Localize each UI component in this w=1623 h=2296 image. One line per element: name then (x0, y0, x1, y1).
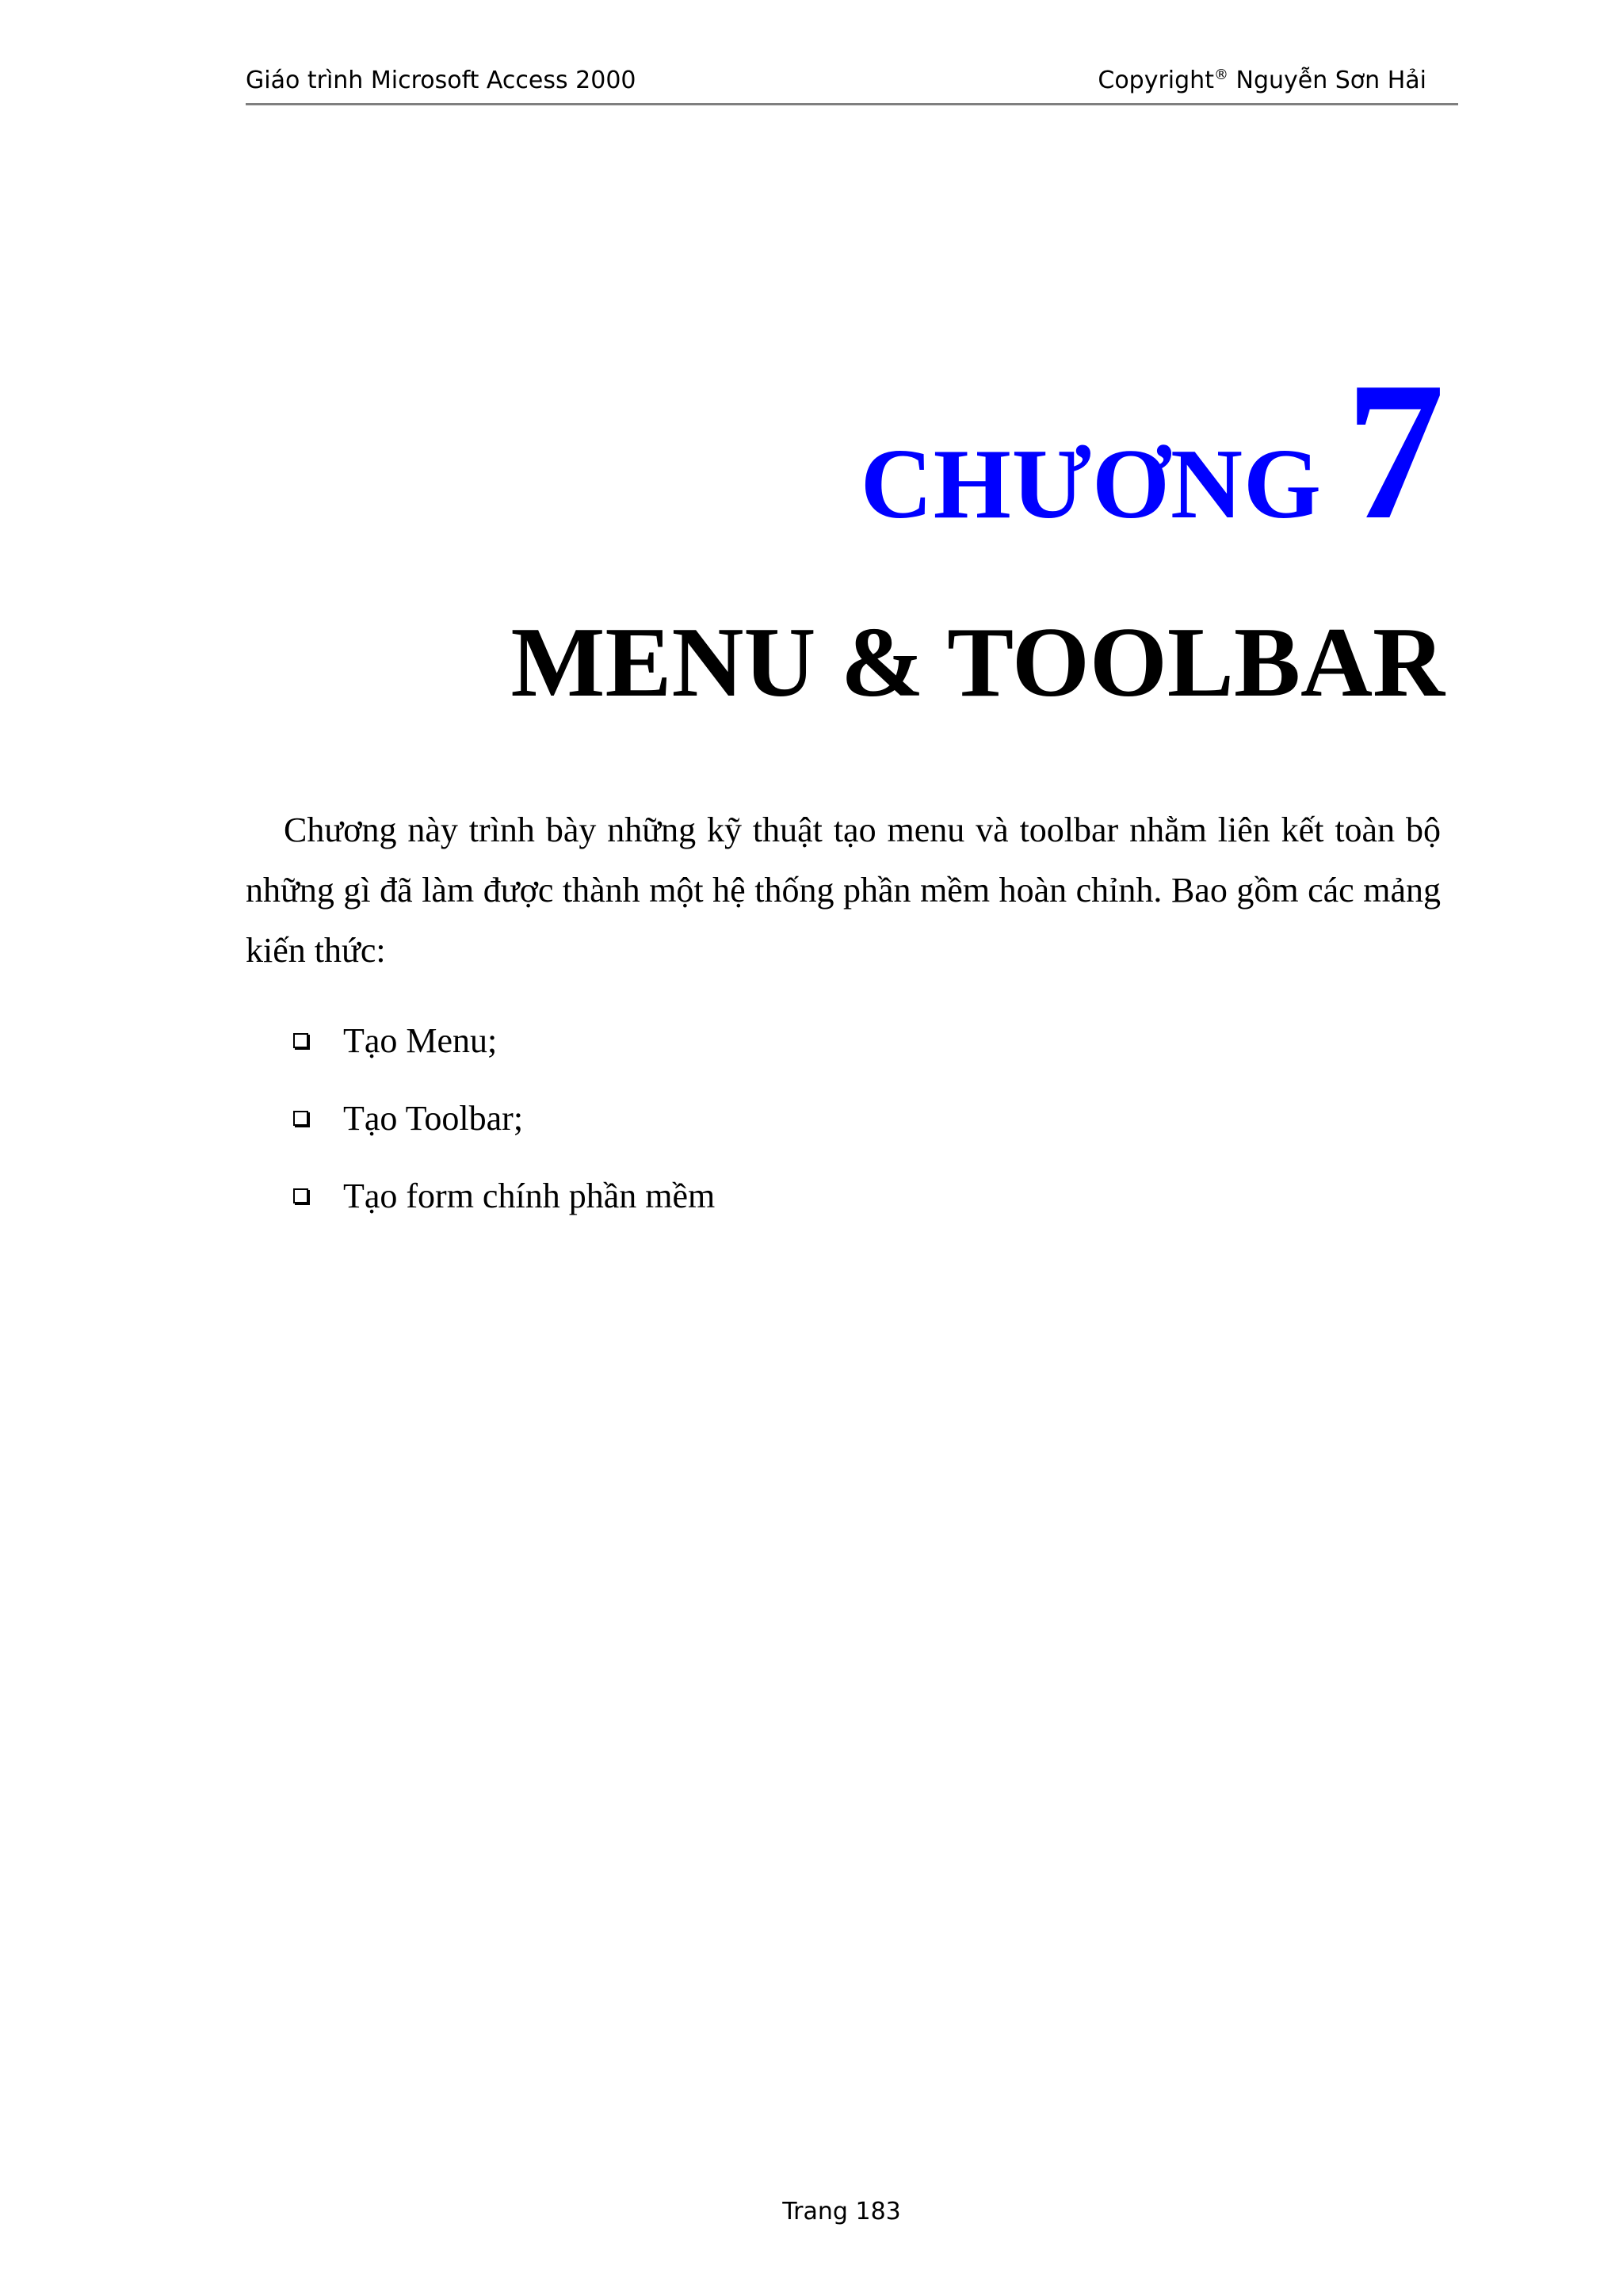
chapter-number: 7 (1346, 341, 1445, 561)
checkbox-bullet-icon (293, 1188, 308, 1203)
page-number: Trang 183 (782, 2198, 901, 2225)
header-copyright (1098, 63, 1426, 98)
copyright-label: Copyright (1098, 67, 1214, 94)
list-item (293, 1080, 715, 1158)
registered-mark: ® (1213, 67, 1228, 83)
author-name: Nguyễn Sơn Hải (1228, 67, 1426, 94)
page-header (246, 63, 1458, 105)
list-item-text: Tạo Menu; (343, 1021, 498, 1060)
chapter-word: CHƯƠNG (860, 429, 1322, 540)
list-item (293, 1002, 715, 1080)
intro-paragraph: Chương này trình bày những kỹ thuật tạo menu và toolbar nhằm liên kết toàn bộ những gì đã làm được thành một hệ thống phần mềm hoàn chỉnh. Bao gồm các mảng kiến thức: (246, 810, 1441, 970)
checkbox-bullet-icon (293, 1033, 308, 1048)
list-item (293, 1158, 715, 1235)
list-item-text: Tạo Toolbar; (343, 1099, 524, 1138)
checkbox-bullet-icon (293, 1111, 308, 1126)
chapter-heading (860, 341, 1445, 561)
header-book-title: Giáo trình Microsoft Access 2000 (246, 67, 636, 94)
topic-list (293, 1002, 715, 1235)
chapter-title: MENU & TOOLBAR (510, 608, 1445, 718)
list-item-text: Tạo form chính phần mềm (343, 1177, 716, 1215)
